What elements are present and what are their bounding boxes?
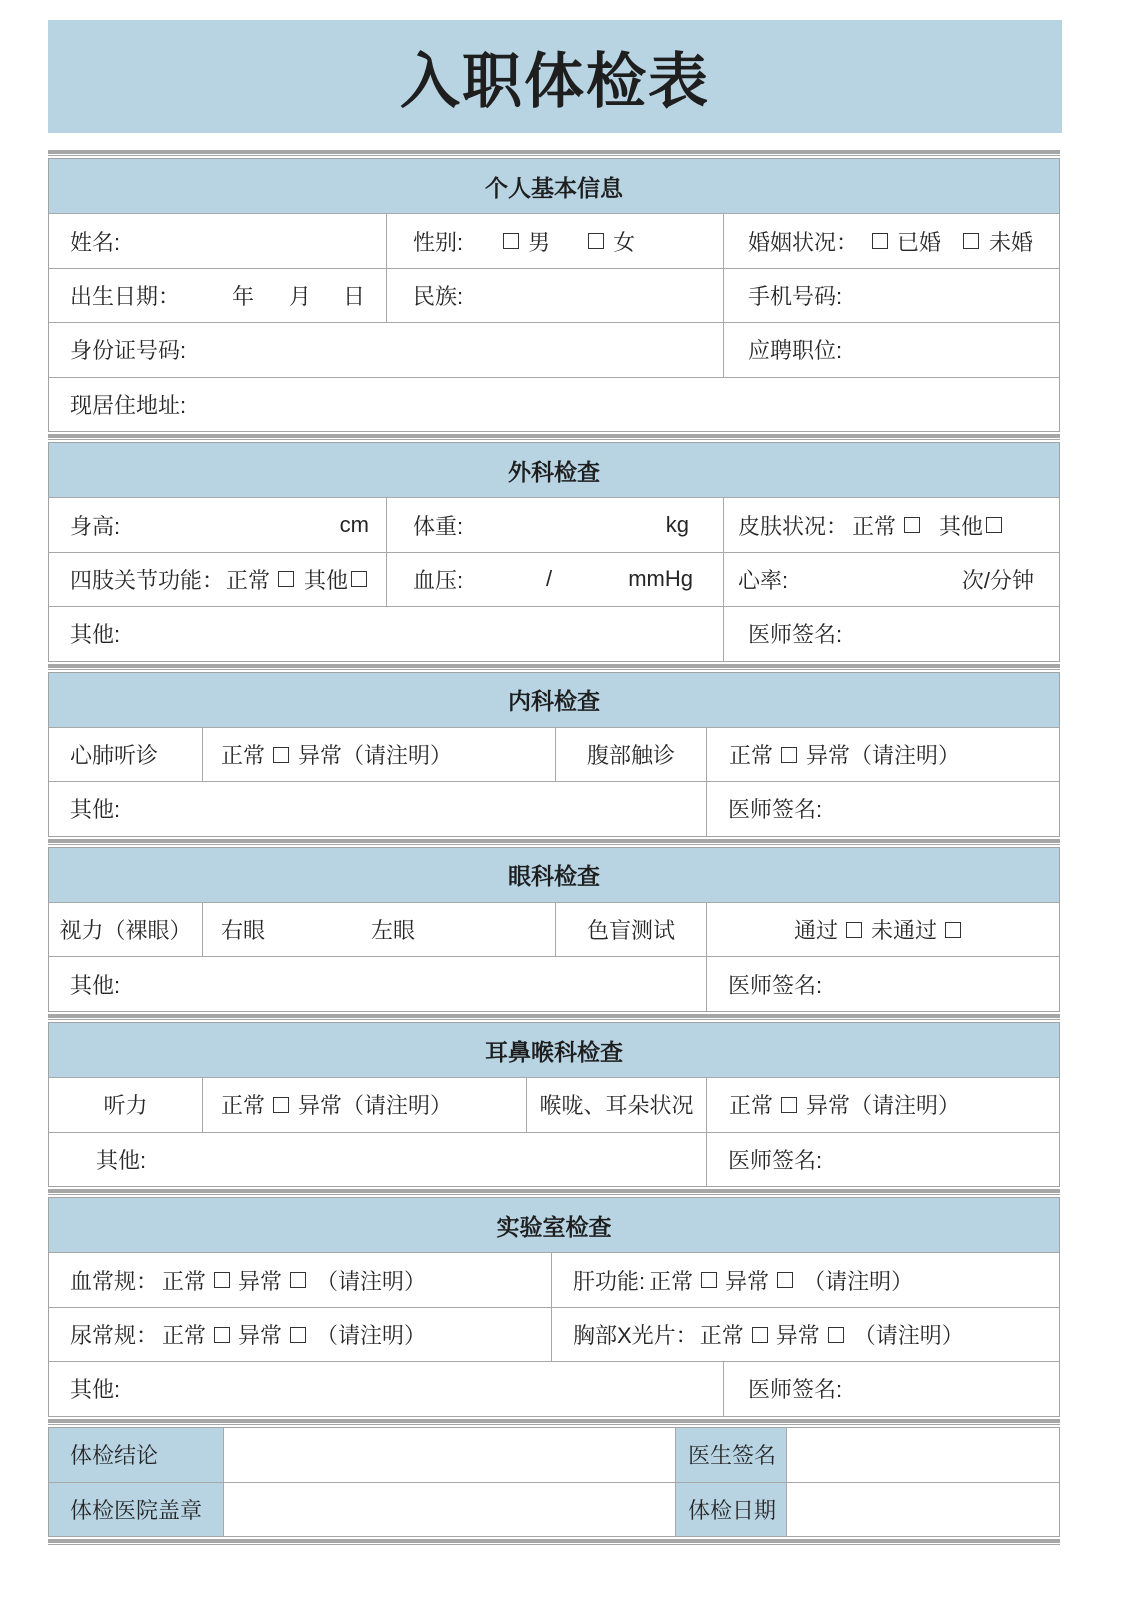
section-conclusion bbox=[48, 1427, 1060, 1538]
year-unit: 年 bbox=[232, 283, 255, 309]
other-notes-field[interactable] bbox=[49, 782, 706, 835]
checkbox-skin-normal[interactable] bbox=[904, 517, 920, 533]
color-blind-label: 色盲测试 bbox=[586, 918, 675, 944]
option-normal: 正常 bbox=[226, 567, 271, 593]
specify-note: （请注明） bbox=[853, 1323, 964, 1348]
position-field[interactable] bbox=[723, 323, 1059, 376]
physician-signature-label: 医师签名: bbox=[728, 1147, 823, 1173]
throat-ear-label-cell bbox=[526, 1078, 706, 1131]
section-divider bbox=[48, 664, 1060, 670]
section-ophthalmology bbox=[48, 847, 1060, 1012]
checkbox-pass[interactable] bbox=[846, 922, 862, 938]
section-divider bbox=[48, 1419, 1060, 1425]
option-unmarried: 未婚 bbox=[989, 229, 1034, 255]
table-row bbox=[49, 727, 1059, 781]
table-row bbox=[49, 606, 1059, 660]
checkbox-auscultation-normal[interactable] bbox=[273, 747, 289, 763]
table-row bbox=[49, 956, 1059, 1010]
section-heading: 个人基本信息 bbox=[49, 159, 1059, 213]
table-row bbox=[49, 1252, 1059, 1306]
physician-signature-field[interactable] bbox=[723, 607, 1059, 660]
physician-signature-label: 医师签名: bbox=[748, 1377, 843, 1403]
table-row bbox=[49, 902, 1059, 956]
section-personal-info bbox=[48, 158, 1060, 432]
option-normal: 正常 bbox=[221, 743, 266, 769]
table-row bbox=[49, 213, 1059, 267]
other-notes-field[interactable] bbox=[49, 957, 706, 1010]
name-label: 姓名: bbox=[70, 229, 121, 255]
option-abnormal: 异常（请注明） bbox=[298, 1093, 453, 1119]
section-divider bbox=[48, 839, 1060, 845]
checkbox-palpation-normal[interactable] bbox=[781, 747, 797, 763]
height-unit: cm bbox=[339, 512, 369, 538]
option-male: 男 bbox=[528, 229, 551, 255]
address-label: 现居住地址: bbox=[70, 392, 187, 418]
weight-label: 体重: bbox=[413, 513, 464, 539]
option-female: 女 bbox=[613, 229, 636, 255]
color-blind-label-cell bbox=[555, 903, 706, 956]
checkbox-blood-abnormal[interactable] bbox=[290, 1272, 306, 1288]
table-row bbox=[49, 1428, 1059, 1482]
blood-routine-label: 血常规： bbox=[70, 1268, 159, 1294]
birth-date-field[interactable] bbox=[49, 269, 386, 322]
option-other: 其他 bbox=[304, 567, 349, 593]
section-divider bbox=[48, 1539, 1060, 1545]
specify-note: （请注明） bbox=[316, 1323, 427, 1348]
physician-signature-field[interactable] bbox=[706, 1133, 1059, 1186]
section-heading: 内科检查 bbox=[49, 673, 1059, 727]
checkbox-unmarried[interactable] bbox=[963, 233, 979, 249]
physician-signature-field[interactable] bbox=[723, 1362, 1059, 1415]
vision-result[interactable] bbox=[202, 903, 555, 956]
exam-date-input[interactable] bbox=[786, 1483, 1059, 1536]
palpation-label: 腹部触诊 bbox=[586, 743, 675, 769]
checkbox-xray-abnormal[interactable] bbox=[828, 1327, 844, 1343]
other-label: 其他: bbox=[96, 1147, 147, 1173]
checkbox-urine-abnormal[interactable] bbox=[290, 1327, 306, 1343]
section-divider bbox=[48, 1014, 1060, 1020]
option-normal: 正常 bbox=[852, 513, 897, 539]
exam-date-label-cell bbox=[675, 1483, 786, 1536]
hearing-label-cell bbox=[49, 1078, 202, 1131]
option-abnormal: 异常 bbox=[725, 1268, 770, 1294]
left-eye-label: 左眼 bbox=[371, 918, 416, 944]
address-field[interactable] bbox=[49, 378, 1059, 431]
option-normal: 正常 bbox=[162, 1268, 207, 1294]
marital-status-label: 婚姻状况： bbox=[748, 229, 859, 255]
vision-label: 视力（裸眼） bbox=[59, 918, 192, 944]
table-row bbox=[49, 497, 1059, 551]
conclusion-label-cell bbox=[49, 1428, 223, 1482]
section-heading: 耳鼻喉科检查 bbox=[49, 1023, 1059, 1077]
checkbox-male[interactable] bbox=[503, 233, 519, 249]
form-title: 入职体检表 bbox=[48, 20, 1062, 133]
chest-xray-label: 胸部X光片： bbox=[573, 1323, 698, 1348]
checkbox-urine-normal[interactable] bbox=[214, 1327, 230, 1343]
option-normal: 正常 bbox=[649, 1268, 694, 1294]
right-eye-label: 右眼 bbox=[221, 918, 266, 944]
table-row bbox=[49, 1077, 1059, 1131]
checkbox-fail[interactable] bbox=[945, 922, 961, 938]
weight-field[interactable] bbox=[386, 498, 723, 551]
table-row bbox=[49, 1361, 1059, 1415]
ethnicity-field[interactable] bbox=[386, 269, 723, 322]
vision-label-cell bbox=[49, 903, 202, 956]
height-label: 身高: bbox=[70, 513, 121, 539]
checkbox-female[interactable] bbox=[588, 233, 604, 249]
conclusion-label: 体检结论 bbox=[70, 1443, 159, 1469]
physician-signature-label: 医师签名: bbox=[748, 622, 843, 648]
option-abnormal: 异常（请注明） bbox=[806, 743, 961, 769]
checkbox-liver-abnormal[interactable] bbox=[777, 1272, 793, 1288]
limb-joint-field bbox=[49, 553, 386, 606]
hospital-stamp-label: 体检医院盖章 bbox=[70, 1498, 203, 1524]
checkbox-blood-normal[interactable] bbox=[214, 1272, 230, 1288]
liver-function-label: 肝功能: bbox=[573, 1268, 646, 1294]
auscultation-result[interactable] bbox=[202, 728, 555, 781]
color-blind-result bbox=[706, 903, 1059, 956]
section-divider bbox=[48, 150, 1060, 156]
month-unit: 月 bbox=[289, 283, 312, 309]
conclusion-input[interactable] bbox=[223, 1428, 675, 1482]
section-divider bbox=[48, 434, 1060, 440]
section-internal-medicine bbox=[48, 672, 1060, 837]
liver-function-field bbox=[551, 1253, 1059, 1306]
checkbox-xray-normal[interactable] bbox=[752, 1327, 768, 1343]
blood-pressure-separator: / bbox=[546, 566, 553, 592]
chest-xray-field bbox=[551, 1308, 1059, 1361]
exam-form bbox=[48, 20, 1062, 1547]
option-normal: 正常 bbox=[221, 1093, 266, 1119]
heart-rate-label: 心率: bbox=[738, 567, 789, 593]
gender-label: 性别: bbox=[413, 229, 464, 255]
id-number-label: 身份证号码: bbox=[70, 338, 187, 364]
physician-signature-label: 医师签名: bbox=[728, 797, 823, 823]
doctor-signature-label-cell bbox=[675, 1428, 786, 1482]
checkbox-married[interactable] bbox=[872, 233, 888, 249]
table-row bbox=[49, 552, 1059, 606]
option-abnormal: 异常 bbox=[775, 1323, 820, 1348]
table-row bbox=[49, 781, 1059, 835]
option-normal: 正常 bbox=[729, 1093, 774, 1119]
checkbox-limb-normal[interactable] bbox=[278, 571, 294, 587]
section-heading: 眼科检查 bbox=[49, 848, 1059, 902]
birth-date-label: 出生日期： bbox=[70, 283, 181, 309]
checkbox-limb-other[interactable] bbox=[351, 571, 367, 587]
table-row bbox=[49, 1132, 1059, 1186]
checkbox-liver-normal[interactable] bbox=[701, 1272, 717, 1288]
option-abnormal: 异常 bbox=[238, 1268, 283, 1294]
physician-signature-field[interactable] bbox=[706, 957, 1059, 1010]
limb-joint-label: 四肢关节功能： bbox=[70, 567, 225, 593]
blood-pressure-field[interactable] bbox=[386, 553, 723, 606]
blood-routine-field bbox=[49, 1253, 551, 1306]
section-ent bbox=[48, 1022, 1060, 1187]
phone-label: 手机号码: bbox=[748, 283, 843, 309]
urine-routine-field bbox=[49, 1308, 551, 1361]
doctor-signature-input[interactable] bbox=[786, 1428, 1059, 1482]
option-normal: 正常 bbox=[162, 1323, 207, 1348]
height-field[interactable] bbox=[49, 498, 386, 551]
table-row bbox=[49, 322, 1059, 376]
exam-date-label: 体检日期 bbox=[688, 1498, 777, 1524]
gender-field bbox=[386, 214, 723, 267]
marital-status-field bbox=[723, 214, 1059, 267]
auscultation-label: 心肺听诊 bbox=[70, 743, 159, 769]
blood-pressure-unit: mmHg bbox=[628, 566, 693, 592]
urine-routine-label: 尿常规： bbox=[70, 1323, 159, 1348]
other-label: 其他: bbox=[70, 1377, 121, 1403]
name-field[interactable] bbox=[49, 214, 386, 267]
other-label: 其他: bbox=[70, 797, 121, 823]
weight-unit: kg bbox=[665, 512, 689, 538]
palpation-result[interactable] bbox=[706, 728, 1059, 781]
heart-rate-unit: 次/分钟 bbox=[961, 567, 1034, 593]
section-divider bbox=[48, 1189, 1060, 1195]
specify-note: （请注明） bbox=[316, 1268, 427, 1294]
section-surgical bbox=[48, 442, 1060, 662]
throat-ear-label: 喉咙、耳朵状况 bbox=[539, 1093, 694, 1119]
option-normal: 正常 bbox=[699, 1323, 744, 1348]
option-married: 已婚 bbox=[897, 229, 942, 255]
position-label: 应聘职位: bbox=[748, 338, 843, 364]
heart-rate-field[interactable] bbox=[723, 553, 1059, 606]
ethnicity-label: 民族: bbox=[413, 283, 464, 309]
option-pass: 通过 bbox=[794, 918, 839, 944]
other-label: 其他: bbox=[70, 972, 121, 998]
skin-condition-label: 皮肤状况： bbox=[738, 513, 849, 539]
day-unit: 日 bbox=[343, 283, 366, 309]
hearing-result[interactable] bbox=[202, 1078, 526, 1131]
hearing-label: 听力 bbox=[103, 1093, 148, 1119]
other-label: 其他: bbox=[70, 622, 121, 648]
option-abnormal: 异常 bbox=[238, 1323, 283, 1348]
hospital-stamp-label-cell bbox=[49, 1483, 223, 1536]
option-normal: 正常 bbox=[729, 743, 774, 769]
table-row bbox=[49, 268, 1059, 322]
other-notes-field[interactable] bbox=[49, 607, 723, 660]
throat-ear-result[interactable] bbox=[706, 1078, 1059, 1131]
section-laboratory bbox=[48, 1197, 1060, 1417]
table-row bbox=[49, 1482, 1059, 1536]
id-number-field[interactable] bbox=[49, 323, 723, 376]
doctor-signature-label: 医生签名 bbox=[688, 1443, 777, 1469]
option-fail: 未通过 bbox=[871, 918, 938, 944]
option-abnormal: 异常（请注明） bbox=[298, 743, 453, 769]
specify-note: （请注明） bbox=[803, 1268, 914, 1294]
option-other: 其他 bbox=[939, 513, 984, 539]
table-row bbox=[49, 377, 1059, 431]
option-abnormal: 异常（请注明） bbox=[806, 1093, 961, 1119]
section-heading: 实验室检查 bbox=[49, 1198, 1059, 1252]
other-notes-field[interactable] bbox=[49, 1133, 706, 1186]
physician-signature-field[interactable] bbox=[706, 782, 1059, 835]
checkbox-hearing-normal[interactable] bbox=[273, 1097, 289, 1113]
hospital-stamp-input[interactable] bbox=[223, 1483, 675, 1536]
phone-field[interactable] bbox=[723, 269, 1059, 322]
blood-pressure-label: 血压: bbox=[413, 567, 464, 593]
other-notes-field[interactable] bbox=[49, 1362, 723, 1415]
skin-condition-field bbox=[723, 498, 1059, 551]
physician-signature-label: 医师签名: bbox=[728, 972, 823, 998]
checkbox-throat-ear-normal[interactable] bbox=[781, 1097, 797, 1113]
palpation-label-cell bbox=[555, 728, 706, 781]
section-heading: 外科检查 bbox=[49, 443, 1059, 497]
checkbox-skin-other[interactable] bbox=[986, 517, 1002, 533]
auscultation-label-cell bbox=[49, 728, 202, 781]
table-row bbox=[49, 1307, 1059, 1361]
